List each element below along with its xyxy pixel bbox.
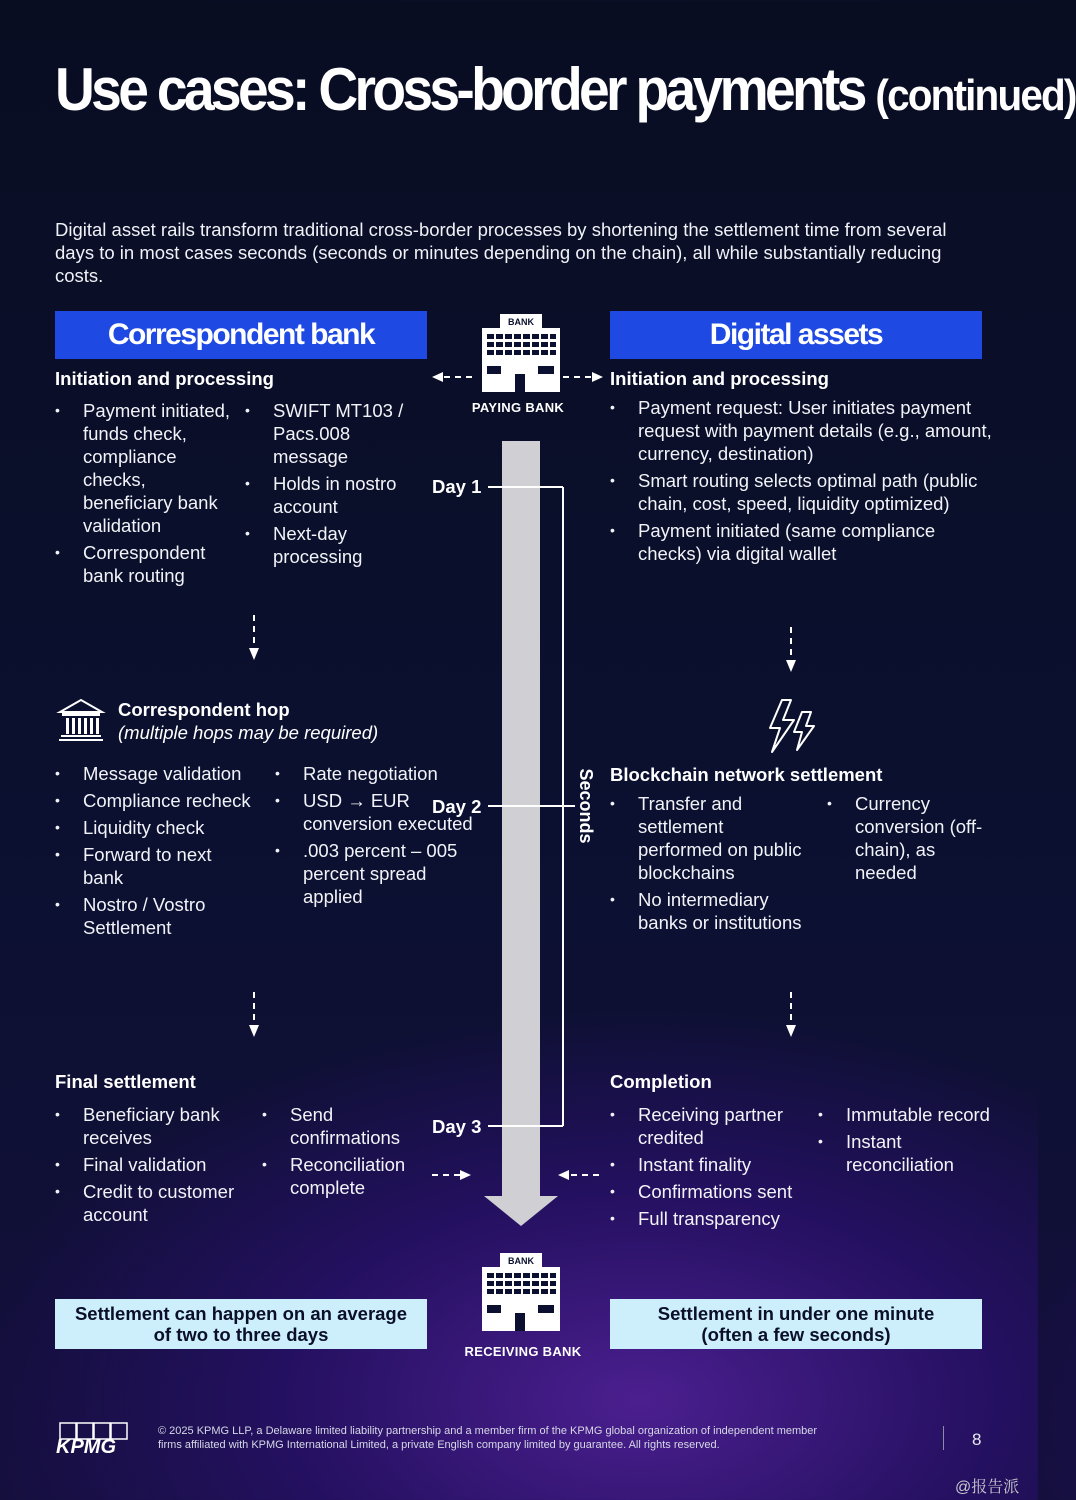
correspondent-bank-header: Correspondent bank [55, 311, 427, 359]
list-item: • Currency conversion (off-chain), as needed [827, 792, 997, 884]
list-item: • Final validation [55, 1153, 255, 1176]
list-item: • Beneficiary bank receives [55, 1103, 255, 1149]
kpmg-logo [56, 1422, 132, 1456]
down-arrow-icon [786, 660, 796, 672]
right-arrow-icon [460, 1170, 471, 1180]
list-item: • Receiving partner credited [610, 1103, 810, 1149]
title-main: Use cases: Cross-border payments [55, 56, 864, 123]
down-arrow-icon [249, 648, 259, 660]
paying-bank-label: PAYING BANK [471, 400, 565, 415]
list-item: • Rate negotiation [275, 762, 475, 785]
list-item: • Send confirmations [262, 1103, 422, 1149]
left-arrow-icon [432, 372, 443, 382]
list-item: • Holds in nostro account [245, 472, 425, 518]
list-item: • Forward to next bank [55, 843, 255, 889]
right-completion-title: Completion [610, 1071, 712, 1092]
list-item: • Transfer and settlement performed on public blockchains [610, 792, 810, 884]
watermark: @报告派 [955, 1479, 1020, 1496]
callout-line: Settlement in under one minute [657, 1303, 935, 1324]
receiving-bank-label: RECEIVING BANK [464, 1344, 582, 1359]
timeline-bar [502, 441, 540, 1199]
left-hop-subtitle: (multiple hops may be required) [118, 722, 379, 743]
bank-sign-text: BANK [508, 1256, 534, 1266]
list-item: • Liquidity check [55, 816, 255, 839]
list-item: • Nostro / Vostro Settlement [55, 893, 255, 939]
list-item: • Message validation [55, 762, 255, 785]
right-network-title: Blockchain network settlement [610, 764, 883, 785]
list-item: • No intermediary banks or institutions [610, 888, 810, 934]
list-item: • Immutable record [818, 1103, 1003, 1126]
intro-paragraph: Digital asset rails transform traditional cross-border processes by shortening the settlement time from several days to in most cases seconds (seconds or minutes depending on the chain), all while substantially reducing costs. [55, 219, 947, 286]
right-arrow-icon [592, 372, 603, 382]
right-initiation-title: Initiation and processing [610, 368, 829, 389]
page-number: 8 [972, 1430, 982, 1449]
callout-line: Settlement can happen on an average [74, 1303, 408, 1324]
list-item: • Payment initiated (same compliance checks) via digital wallet [610, 519, 995, 565]
left-final-title: Final settlement [55, 1071, 196, 1092]
kpmg-logo-text: KPMG [56, 1436, 116, 1458]
list-item: • SWIFT MT103 / Pacs.008 message [245, 399, 425, 468]
callout-line: (often a few seconds) [701, 1324, 891, 1345]
left-initiation-title: Initiation and processing [55, 368, 274, 389]
list-item: • Correspondent bank routing [55, 541, 235, 587]
left-arrow-icon [558, 1170, 569, 1180]
callout-line: of two to three days [153, 1324, 329, 1345]
day-3-label: Day 3 [432, 1116, 482, 1137]
digital-assets-header: Digital assets [610, 311, 982, 359]
list-item: • Payment request: User initiates payment request with payment details (e.g., amount, currency, destination) [610, 396, 995, 465]
list-item: • Confirmations sent [610, 1180, 810, 1203]
title-suffix: (continued) [875, 71, 1076, 120]
paying-bank-icon [482, 314, 560, 392]
down-arrow-icon [786, 1025, 796, 1037]
day-2-label: Day 2 [432, 796, 482, 817]
day-1-label: Day 1 [432, 476, 482, 497]
list-item: • Instant reconciliation [818, 1130, 1003, 1176]
list-item: • Instant finality [610, 1153, 810, 1176]
left-hop-title: Correspondent hop [118, 699, 290, 720]
bank-sign-text: BANK [508, 317, 534, 327]
list-item: • Next-day processing [245, 522, 425, 568]
list-item: • Full transparency [610, 1207, 810, 1230]
timeline-arrowhead [484, 1196, 558, 1226]
list-item: • .003 percent – 005 percent spread applied [275, 839, 475, 908]
list-item: • Credit to customer account [55, 1180, 255, 1226]
list-item: • Smart routing selects optimal path (public chain, cost, speed, liquidity optimized) [610, 469, 995, 515]
copyright-text: © 2025 KPMG LLP, a Delaware limited liability partnership and a member firm of the KPMG global organization of independent member firms affiliated with KPMG International Limited, a private English company limited by guarantee. All rights reserved. [158, 1425, 818, 1451]
list-item: • USD → EUR conversion executed [275, 789, 475, 835]
seconds-label: Seconds [576, 768, 596, 844]
list-item: • Reconciliation complete [262, 1153, 422, 1199]
footer-divider [943, 1426, 944, 1450]
list-item: • Payment initiated, funds check, compliance checks, beneficiary bank validation [55, 399, 235, 537]
list-item: • Compliance recheck [55, 789, 255, 812]
down-arrow-icon [249, 1025, 259, 1037]
receiving-bank-icon [482, 1253, 560, 1331]
